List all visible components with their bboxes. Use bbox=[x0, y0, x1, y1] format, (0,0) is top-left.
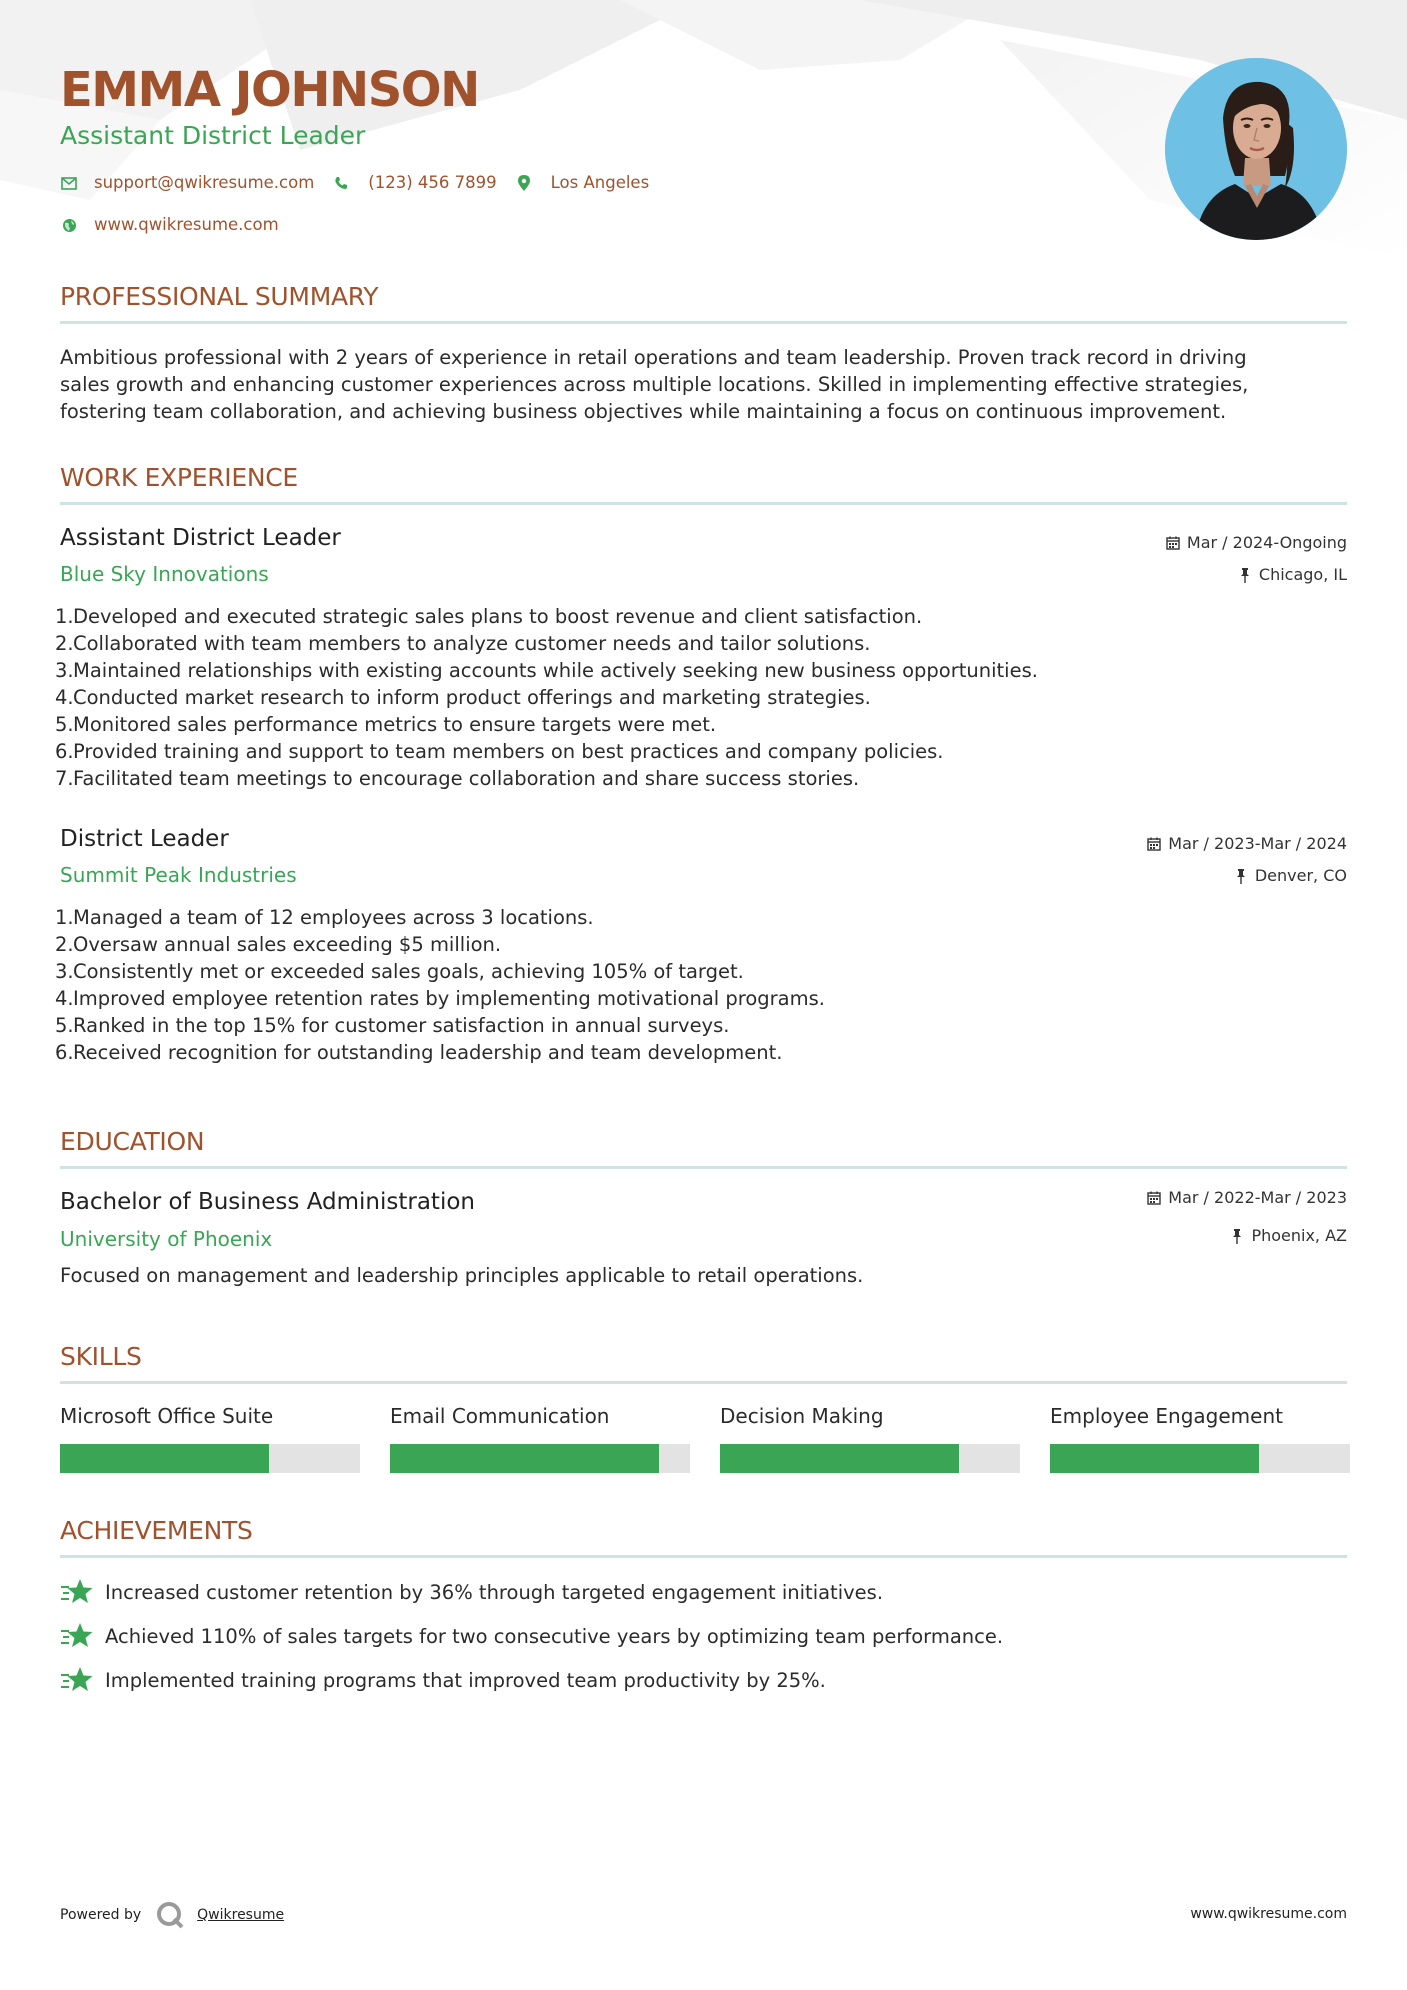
skill-item bbox=[60, 1402, 360, 1473]
profile-photo bbox=[1165, 58, 1347, 240]
job-dates bbox=[1146, 833, 1347, 855]
list-item: 2.Oversaw annual sales exceeding $5 million. bbox=[55, 933, 502, 956]
education-divider bbox=[60, 1166, 1347, 1169]
job-dates-text: Mar / 2023-Mar / 2024 bbox=[1168, 834, 1347, 853]
summary-line: fostering team collaboration, and achieving business objectives while maintaining a focus on continuous improvement. bbox=[60, 400, 1227, 423]
website-text: www.qwikresume.com bbox=[94, 215, 279, 234]
list-item: 4.Conducted market research to inform product offerings and marketing strategies. bbox=[55, 686, 871, 709]
skill-bar bbox=[60, 1444, 360, 1473]
skill-name: Email Communication bbox=[390, 1404, 610, 1428]
job-title: Assistant District Leader bbox=[60, 525, 341, 551]
achievements-divider bbox=[60, 1555, 1347, 1558]
achievement-item bbox=[60, 1577, 883, 1607]
list-item: 2.Collaborated with team members to analyze customer needs and tailor solutions. bbox=[55, 632, 871, 655]
phone-item[interactable] bbox=[332, 173, 496, 193]
skill-item bbox=[1050, 1402, 1350, 1473]
job-location bbox=[1233, 865, 1347, 887]
email-text: support@qwikresume.com bbox=[94, 173, 315, 192]
skill-name: Microsoft Office Suite bbox=[60, 1404, 274, 1428]
phone-icon bbox=[332, 174, 350, 192]
summary-heading: PROFESSIONAL SUMMARY bbox=[60, 282, 379, 311]
achievements-heading: ACHIEVEMENTS bbox=[60, 1516, 253, 1545]
candidate-role: Assistant District Leader bbox=[60, 121, 366, 150]
star-icon bbox=[60, 1621, 94, 1651]
pushpin-icon bbox=[1229, 1228, 1245, 1244]
summary-divider bbox=[60, 321, 1347, 324]
list-item: 5.Ranked in the top 15% for customer satisfaction in annual surveys. bbox=[55, 1014, 730, 1037]
education-location bbox=[1229, 1225, 1347, 1247]
calendar-icon bbox=[1165, 535, 1181, 551]
education-description: Focused on management and leadership principles applicable to retail operations. bbox=[60, 1264, 864, 1287]
skill-bar-fill bbox=[390, 1444, 659, 1473]
job-company: Blue Sky Innovations bbox=[60, 562, 269, 586]
star-icon bbox=[60, 1665, 94, 1695]
achievement-text: Increased customer retention by 36% through targeted engagement initiatives. bbox=[105, 1580, 884, 1604]
list-item: 6.Received recognition for outstanding leadership and team development. bbox=[55, 1041, 783, 1064]
education-heading: EDUCATION bbox=[60, 1127, 205, 1156]
skill-bar-fill bbox=[1050, 1444, 1259, 1473]
education-dates bbox=[1146, 1187, 1347, 1209]
qwikresume-link[interactable]: Qwikresume bbox=[197, 1907, 285, 1923]
location-item bbox=[515, 173, 650, 193]
skill-item bbox=[390, 1402, 690, 1473]
star-icon bbox=[60, 1577, 94, 1607]
list-item: 3.Maintained relationships with existing accounts while actively seeking new business opportunities. bbox=[55, 659, 1038, 682]
contact-row bbox=[60, 173, 667, 193]
powered-by-label: Powered by bbox=[60, 1907, 142, 1923]
skill-name: Employee Engagement bbox=[1050, 1404, 1283, 1428]
skill-bar bbox=[1050, 1444, 1350, 1473]
experience-divider bbox=[60, 502, 1347, 505]
list-item: 1.Managed a team of 12 employees across 3 locations. bbox=[55, 906, 594, 929]
job-title: District Leader bbox=[60, 826, 229, 852]
skill-bar bbox=[720, 1444, 1020, 1473]
achievement-item bbox=[60, 1621, 1003, 1651]
email-item[interactable] bbox=[60, 173, 314, 193]
calendar-icon bbox=[1146, 1190, 1162, 1206]
list-item: 7.Facilitated team meetings to encourage collaboration and share success stories. bbox=[55, 767, 860, 790]
school-name: University of Phoenix bbox=[60, 1227, 273, 1251]
skill-bar-fill bbox=[720, 1444, 959, 1473]
list-item: 3.Consistently met or exceeded sales goals, achieving 105% of target. bbox=[55, 960, 744, 983]
phone-text: (123) 456 7899 bbox=[368, 173, 497, 192]
job-location-text: Chicago, IL bbox=[1258, 565, 1347, 584]
calendar-icon bbox=[1146, 836, 1162, 852]
job-company: Summit Peak Industries bbox=[60, 863, 297, 887]
pushpin-icon bbox=[1237, 567, 1253, 583]
skill-bar bbox=[390, 1444, 690, 1473]
candidate-name: EMMA JOHNSON bbox=[60, 62, 479, 118]
location-text: Los Angeles bbox=[550, 173, 650, 192]
skills-divider bbox=[60, 1381, 1347, 1384]
skills-heading: SKILLS bbox=[60, 1342, 142, 1371]
job-bullets bbox=[55, 603, 1347, 792]
map-marker-icon bbox=[515, 174, 533, 192]
pushpin-icon bbox=[1233, 868, 1249, 884]
footer-url[interactable]: www.qwikresume.com bbox=[1190, 1906, 1347, 1922]
list-item: 4.Improved employee retention rates by implementing motivational programs. bbox=[55, 987, 825, 1010]
skill-name: Decision Making bbox=[720, 1404, 884, 1428]
achievement-text: Achieved 110% of sales targets for two consecutive years by optimizing team performance. bbox=[105, 1624, 1004, 1648]
list-item: 6.Provided training and support to team members on best practices and company policies. bbox=[55, 740, 944, 763]
achievement-item bbox=[60, 1665, 826, 1695]
footer-powered-by bbox=[60, 1900, 284, 1930]
experience-heading: WORK EXPERIENCE bbox=[60, 463, 298, 492]
summary-line: Ambitious professional with 2 years of experience in retail operations and team leadership. Proven track record in driving bbox=[60, 346, 1247, 369]
website-row bbox=[60, 215, 297, 235]
job-location-text: Denver, CO bbox=[1254, 866, 1347, 885]
education-dates-text: Mar / 2022-Mar / 2023 bbox=[1168, 1188, 1347, 1207]
education-location-text: Phoenix, AZ bbox=[1251, 1226, 1347, 1245]
summary-line: sales growth and enhancing customer experiences across multiple locations. Skilled in implementing effective strategies, bbox=[60, 373, 1249, 396]
degree-title: Bachelor of Business Administration bbox=[60, 1189, 475, 1215]
job-dates bbox=[1165, 532, 1347, 554]
job-dates-text: Mar / 2024-Ongoing bbox=[1186, 533, 1347, 552]
achievement-text: Implemented training programs that improved team productivity by 25%. bbox=[105, 1668, 826, 1692]
skill-item bbox=[720, 1402, 1020, 1473]
summary-text bbox=[60, 344, 1347, 425]
job-bullets bbox=[55, 904, 1347, 1066]
envelope-icon bbox=[60, 174, 78, 192]
skill-bar-fill bbox=[60, 1444, 269, 1473]
list-item: 1.Developed and executed strategic sales plans to boost revenue and client satisfaction. bbox=[55, 605, 923, 628]
list-item: 5.Monitored sales performance metrics to ensure targets were met. bbox=[55, 713, 717, 736]
website-item[interactable] bbox=[60, 215, 279, 235]
globe-icon bbox=[60, 216, 78, 234]
job-location bbox=[1237, 564, 1347, 586]
qwikresume-logo-icon bbox=[155, 1900, 185, 1930]
